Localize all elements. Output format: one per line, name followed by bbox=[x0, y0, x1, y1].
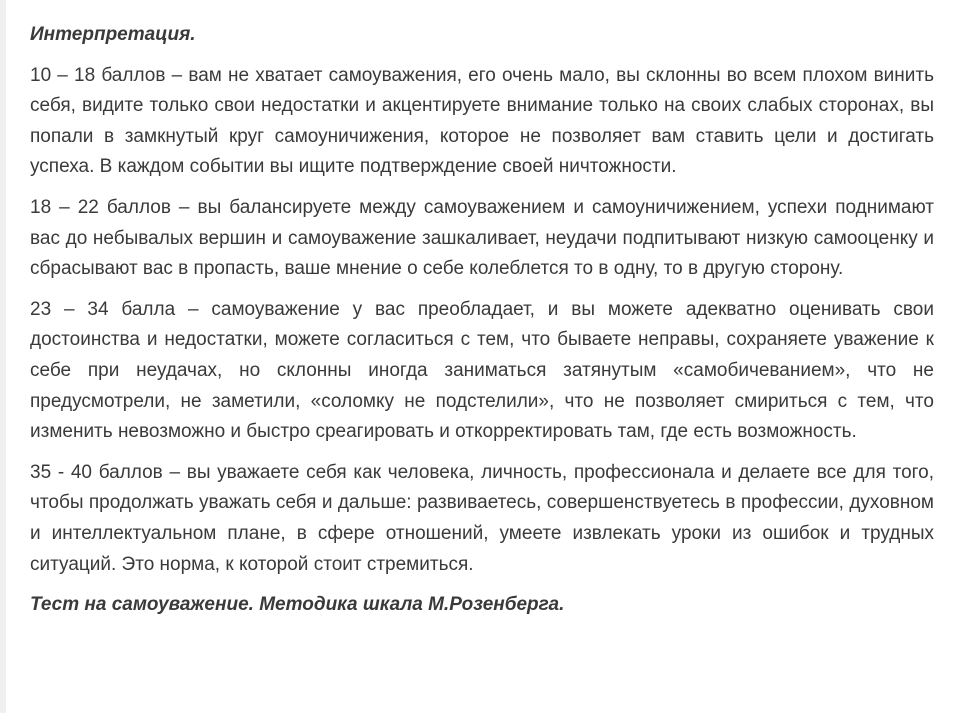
section-heading: Интерпретация. bbox=[30, 24, 196, 45]
paragraph-35-40: 35 - 40 баллов – вы уважаете себя как человека, личность, профессионала и делаете все для того, чтобы продолжать уважать себя и дальше: развиваетесь, совершенствуетесь в профессии, духовном и интеллектуальном плане, в сфере отношений, умеете извлекать уроки из ошибок и трудных ситуаций. Это норма, к которой стоит стремиться. bbox=[30, 461, 934, 575]
paragraph-23-34: 23 – 34 балла – самоуважение у вас преобладает, и вы можете адекватно оценивать свои достоинства и недостатки, можете согласиться с тем, что бываете неправы, сохраняете уважение к себе при неудачах, но склонны иногда заниматься затянутым «самобичеванием», что не предусмотрели, не заметили, «соломку не подстелили», что не позволяет смириться с тем, что изменить невозможно и быстро среагировать и откорректировать там, где есть возможность. bbox=[30, 298, 934, 443]
paragraph-18-22: 18 – 22 баллов – вы балансируете между самоуважением и самоуничижением, успехи поднимают вас до небывалых вершин и самоуважение зашкаливает, неудачи подпитывают низкую самооценку и сбрасывают вас в пропасть, ваше мнение о себе колеблется то в одну, то в другую сторону. bbox=[30, 196, 934, 280]
article-body bbox=[30, 20, 934, 621]
footer-heading: Тест на самоуважение. Методика шкала М.Розенберга. bbox=[30, 594, 565, 616]
left-border bbox=[0, 0, 6, 713]
paragraph-10-18: 10 – 18 баллов – вам не хватает самоуважения, его очень мало, вы склонны во всем плохом винить себя, видите только свои недостатки и акцентируете внимание только на своих слабых сторонах, вы попали в замкнутый круг самоуничижения, которое не позволяет вам ставить цели и достигать успеха. В каждом событии вы ищите подтверждение своей ничтожности. bbox=[30, 64, 934, 178]
